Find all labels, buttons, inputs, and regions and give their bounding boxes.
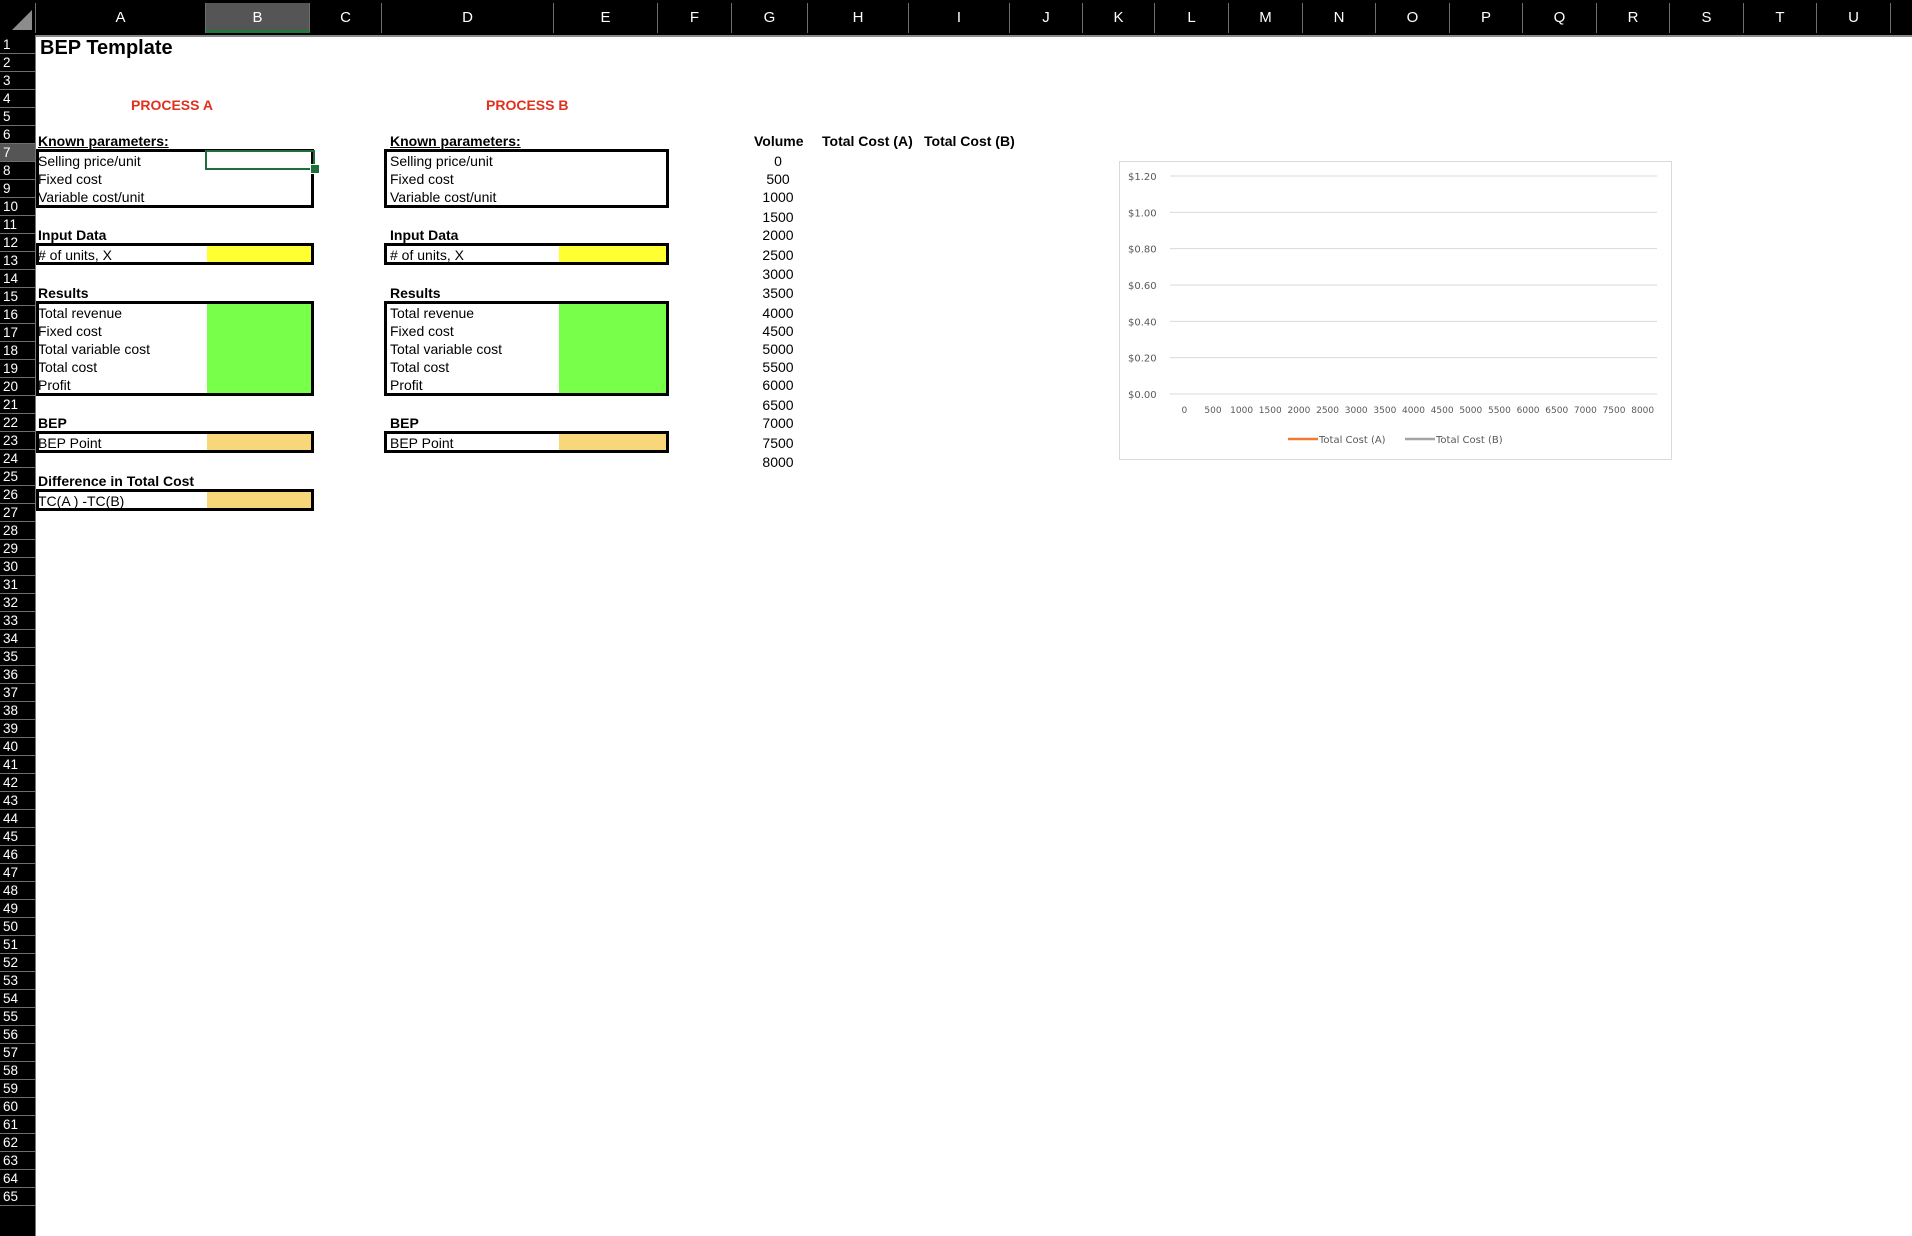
- volume-cell[interactable]: 3500: [762, 285, 794, 301]
- volume-cell[interactable]: 6500: [762, 397, 794, 413]
- process-b-units-label: # of units, X: [390, 247, 464, 263]
- row-header-31[interactable]: 31: [0, 576, 35, 594]
- process-a-result-fixed: Fixed cost: [38, 323, 102, 339]
- column-header-bar: [0, 0, 1912, 37]
- volume-cell[interactable]: 7000: [762, 415, 794, 431]
- row-header-45[interactable]: 45: [0, 828, 35, 846]
- x-tick-label: 7500: [1602, 406, 1626, 416]
- row-header-58[interactable]: 58: [0, 1062, 35, 1080]
- row-header-18[interactable]: 18: [0, 342, 35, 360]
- select-all-corner[interactable]: [0, 3, 36, 33]
- sheet-title: BEP Template: [40, 37, 173, 59]
- row-header-3[interactable]: 3: [0, 72, 35, 90]
- active-cell-b7[interactable]: [205, 150, 315, 170]
- row-header-47[interactable]: 47: [0, 864, 35, 882]
- column-header-h[interactable]: H: [808, 3, 909, 33]
- volume-cell[interactable]: 6000: [762, 377, 794, 393]
- process-b-result-fixed: Fixed cost: [390, 323, 454, 339]
- process-b-result-total: Total cost: [390, 359, 450, 375]
- process-a-bep-label: BEP: [38, 415, 67, 431]
- process-a-result-profit: Profit: [38, 377, 71, 393]
- process-a-result-variable: Total variable cost: [38, 341, 151, 357]
- cost-chart[interactable]: [1119, 161, 1672, 460]
- row-header-43[interactable]: 43: [0, 792, 35, 810]
- x-tick-label: 3000: [1344, 406, 1368, 416]
- row-header-20[interactable]: 20: [0, 378, 35, 396]
- process-b-bep-value[interactable]: [559, 434, 666, 450]
- process-a-result-revenue: Total revenue: [38, 305, 123, 321]
- column-header-l[interactable]: L: [1155, 3, 1229, 33]
- legend-label: Total Cost (B): [1436, 435, 1503, 446]
- process-a-param-fixed[interactable]: Fixed cost: [38, 171, 102, 187]
- row-header-17[interactable]: 17: [0, 324, 35, 342]
- row-header-40[interactable]: 40: [0, 738, 35, 756]
- column-header-i[interactable]: I: [909, 3, 1010, 33]
- x-tick-label: 3500: [1373, 406, 1397, 416]
- row-header-15[interactable]: 15: [0, 288, 35, 306]
- row-header-61[interactable]: 61: [0, 1116, 35, 1134]
- x-tick-label: 2000: [1287, 406, 1311, 416]
- row-header-16[interactable]: 16: [0, 306, 35, 324]
- row-header-38[interactable]: 38: [0, 702, 35, 720]
- row-header-57[interactable]: 57: [0, 1044, 35, 1062]
- row-header-36[interactable]: 36: [0, 666, 35, 684]
- row-header-52[interactable]: 52: [0, 954, 35, 972]
- y-tick-label: $1.20: [1128, 172, 1157, 183]
- volume-cell[interactable]: 500: [766, 171, 790, 187]
- process-a-results-label: Results: [38, 285, 89, 301]
- row-header-30[interactable]: 30: [0, 558, 35, 576]
- column-header-c[interactable]: C: [310, 3, 382, 33]
- row-header-34[interactable]: 34: [0, 630, 35, 648]
- process-a-results-values[interactable]: [207, 304, 311, 393]
- column-header-m[interactable]: M: [1229, 3, 1303, 33]
- process-a-bep-value[interactable]: [207, 434, 311, 450]
- volume-cell[interactable]: 5000: [762, 341, 794, 357]
- process-b-bep-label: BEP: [390, 415, 419, 431]
- volume-cell[interactable]: 0: [774, 153, 782, 169]
- row-header-2[interactable]: 2: [0, 54, 35, 72]
- process-b-bep-field: BEP Point: [390, 435, 454, 451]
- row-header-41[interactable]: 41: [0, 756, 35, 774]
- legend-label: Total Cost (A): [1319, 435, 1386, 446]
- column-header-q[interactable]: Q: [1523, 3, 1597, 33]
- row-header-53[interactable]: 53: [0, 972, 35, 990]
- process-b-result-variable: Total variable cost: [390, 341, 503, 357]
- process-a-units-label: # of units, X: [38, 247, 112, 263]
- volume-cell[interactable]: 2000: [762, 227, 794, 243]
- process-a-header: PROCESS A: [131, 97, 213, 113]
- column-header-j[interactable]: J: [1010, 3, 1083, 33]
- row-header-1[interactable]: 1: [0, 36, 35, 54]
- row-header-42[interactable]: 42: [0, 774, 35, 792]
- row-header-32[interactable]: 32: [0, 594, 35, 612]
- column-header-a[interactable]: A: [36, 3, 206, 33]
- column-header-n[interactable]: N: [1303, 3, 1376, 33]
- process-b-results-values[interactable]: [559, 304, 666, 393]
- row-header-33[interactable]: 33: [0, 612, 35, 630]
- column-header-f[interactable]: F: [658, 3, 732, 33]
- volume-cell[interactable]: 3000: [762, 266, 794, 282]
- diff-field: TC(A ) -TC(B): [38, 493, 125, 509]
- y-tick-label: $0.20: [1128, 353, 1157, 365]
- row-header-8[interactable]: 8: [0, 162, 35, 180]
- y-tick-label: $0.60: [1128, 281, 1157, 292]
- column-header-b[interactable]: B: [206, 3, 310, 33]
- x-tick-label: 5500: [1487, 406, 1511, 416]
- total-cost-a-header: Total Cost (A): [822, 133, 913, 149]
- cost-chart-svg: [1120, 162, 1671, 459]
- process-b-result-profit: Profit: [390, 377, 423, 393]
- process-b-input-label: Input Data: [390, 227, 459, 243]
- column-header-o[interactable]: O: [1376, 3, 1450, 33]
- row-header-35[interactable]: 35: [0, 648, 35, 666]
- row-header-39[interactable]: 39: [0, 720, 35, 738]
- volume-cell[interactable]: 2500: [762, 247, 794, 263]
- x-tick-label: 6500: [1545, 406, 1569, 416]
- volume-cell[interactable]: 4000: [762, 305, 794, 321]
- row-header-48[interactable]: 48: [0, 882, 35, 900]
- volume-header: Volume: [754, 133, 804, 149]
- row-header-65[interactable]: 65: [0, 1188, 35, 1206]
- row-header-37[interactable]: 37: [0, 684, 35, 702]
- y-tick-label: $0.40: [1128, 317, 1157, 329]
- column-header-e[interactable]: E: [554, 3, 658, 33]
- column-header-p[interactable]: P: [1450, 3, 1523, 33]
- row-header-44[interactable]: 44: [0, 810, 35, 828]
- row-header-7[interactable]: 7: [0, 144, 35, 162]
- diff-value[interactable]: [207, 492, 311, 508]
- process-a-param-selling[interactable]: Selling price/unit: [38, 153, 141, 169]
- row-header-26[interactable]: 26: [0, 486, 35, 504]
- y-tick-label: $0.80: [1128, 244, 1157, 256]
- volume-cell[interactable]: 1500: [762, 209, 794, 225]
- process-a-bep-field: BEP Point: [38, 435, 102, 451]
- column-header-k[interactable]: K: [1083, 3, 1155, 33]
- x-tick-label: 2500: [1316, 406, 1340, 416]
- row-header-59[interactable]: 59: [0, 1080, 35, 1098]
- x-tick-label: 4500: [1430, 406, 1454, 416]
- process-b-result-revenue: Total revenue: [390, 305, 475, 321]
- process-a-input-label: Input Data: [38, 227, 107, 243]
- column-header-g[interactable]: G: [732, 3, 808, 33]
- row-header-21[interactable]: 21: [0, 396, 35, 414]
- row-header-bar: [0, 35, 36, 1236]
- select-all-icon: [12, 10, 32, 30]
- column-header-d[interactable]: D: [382, 3, 554, 33]
- x-tick-label: 7000: [1573, 406, 1597, 416]
- row-header-49[interactable]: 49: [0, 900, 35, 918]
- process-a-units-input[interactable]: [207, 246, 311, 262]
- column-header-s[interactable]: S: [1670, 3, 1744, 33]
- row-header-13[interactable]: 13: [0, 252, 35, 270]
- x-tick-label: 500: [1204, 406, 1222, 416]
- row-header-11[interactable]: 11: [0, 216, 35, 234]
- column-header-r[interactable]: R: [1597, 3, 1670, 33]
- row-header-46[interactable]: 46: [0, 846, 35, 864]
- volume-cell[interactable]: 5500: [762, 359, 794, 375]
- row-header-22[interactable]: 22: [0, 414, 35, 432]
- row-header-64[interactable]: 64: [0, 1170, 35, 1188]
- x-tick-label: 1000: [1230, 406, 1254, 416]
- y-tick-label: $0.00: [1128, 390, 1157, 401]
- x-tick-label: 0: [1181, 406, 1188, 416]
- row-header-27[interactable]: 27: [0, 504, 35, 522]
- x-tick-label: 4000: [1402, 406, 1425, 416]
- row-header-14[interactable]: 14: [0, 270, 35, 288]
- volume-cell[interactable]: 1000: [762, 189, 794, 205]
- row-header-5[interactable]: 5: [0, 108, 35, 126]
- process-a-known-label: Known parameters:: [38, 133, 169, 149]
- total-cost-b-header: Total Cost (B): [924, 133, 1015, 149]
- row-header-28[interactable]: 28: [0, 522, 35, 540]
- process-a-param-variable[interactable]: Variable cost/unit: [38, 189, 145, 205]
- volume-cell[interactable]: 7500: [762, 435, 794, 451]
- column-header-t[interactable]: T: [1744, 3, 1817, 33]
- volume-cell[interactable]: 8000: [762, 454, 794, 470]
- row-header-25[interactable]: 25: [0, 468, 35, 486]
- row-header-51[interactable]: 51: [0, 936, 35, 954]
- row-header-23[interactable]: 23: [0, 432, 35, 450]
- row-header-24[interactable]: 24: [0, 450, 35, 468]
- process-b-known-label: Known parameters:: [390, 133, 521, 149]
- row-header-10[interactable]: 10: [0, 198, 35, 216]
- process-b-param-variable[interactable]: Variable cost/unit: [390, 189, 497, 205]
- x-tick-label: 5000: [1459, 406, 1483, 416]
- process-b-units-input[interactable]: [559, 246, 666, 262]
- process-b-results-label: Results: [390, 285, 441, 301]
- row-header-60[interactable]: 60: [0, 1098, 35, 1116]
- column-header-u[interactable]: U: [1817, 3, 1891, 33]
- y-tick-label: $1.00: [1128, 208, 1157, 220]
- row-header-6[interactable]: 6: [0, 126, 35, 144]
- x-tick-label: 1500: [1258, 406, 1282, 416]
- row-header-12[interactable]: 12: [0, 234, 35, 252]
- volume-cell[interactable]: 4500: [762, 323, 794, 339]
- process-b-param-selling[interactable]: Selling price/unit: [390, 153, 493, 169]
- row-header-54[interactable]: 54: [0, 990, 35, 1008]
- row-header-62[interactable]: 62: [0, 1134, 35, 1152]
- process-b-param-fixed[interactable]: Fixed cost: [390, 171, 454, 187]
- row-header-9[interactable]: 9: [0, 180, 35, 198]
- row-header-63[interactable]: 63: [0, 1152, 35, 1170]
- x-tick-label: 6000: [1516, 406, 1540, 416]
- row-header-55[interactable]: 55: [0, 1008, 35, 1026]
- process-b-header: PROCESS B: [486, 97, 569, 113]
- row-header-4[interactable]: 4: [0, 90, 35, 108]
- row-header-56[interactable]: 56: [0, 1026, 35, 1044]
- row-header-19[interactable]: 19: [0, 360, 35, 378]
- row-header-29[interactable]: 29: [0, 540, 35, 558]
- diff-label: Difference in Total Cost: [38, 473, 195, 489]
- process-a-result-total: Total cost: [38, 359, 98, 375]
- fill-handle[interactable]: [310, 164, 320, 174]
- row-header-50[interactable]: 50: [0, 918, 35, 936]
- x-tick-label: 8000: [1631, 406, 1655, 416]
